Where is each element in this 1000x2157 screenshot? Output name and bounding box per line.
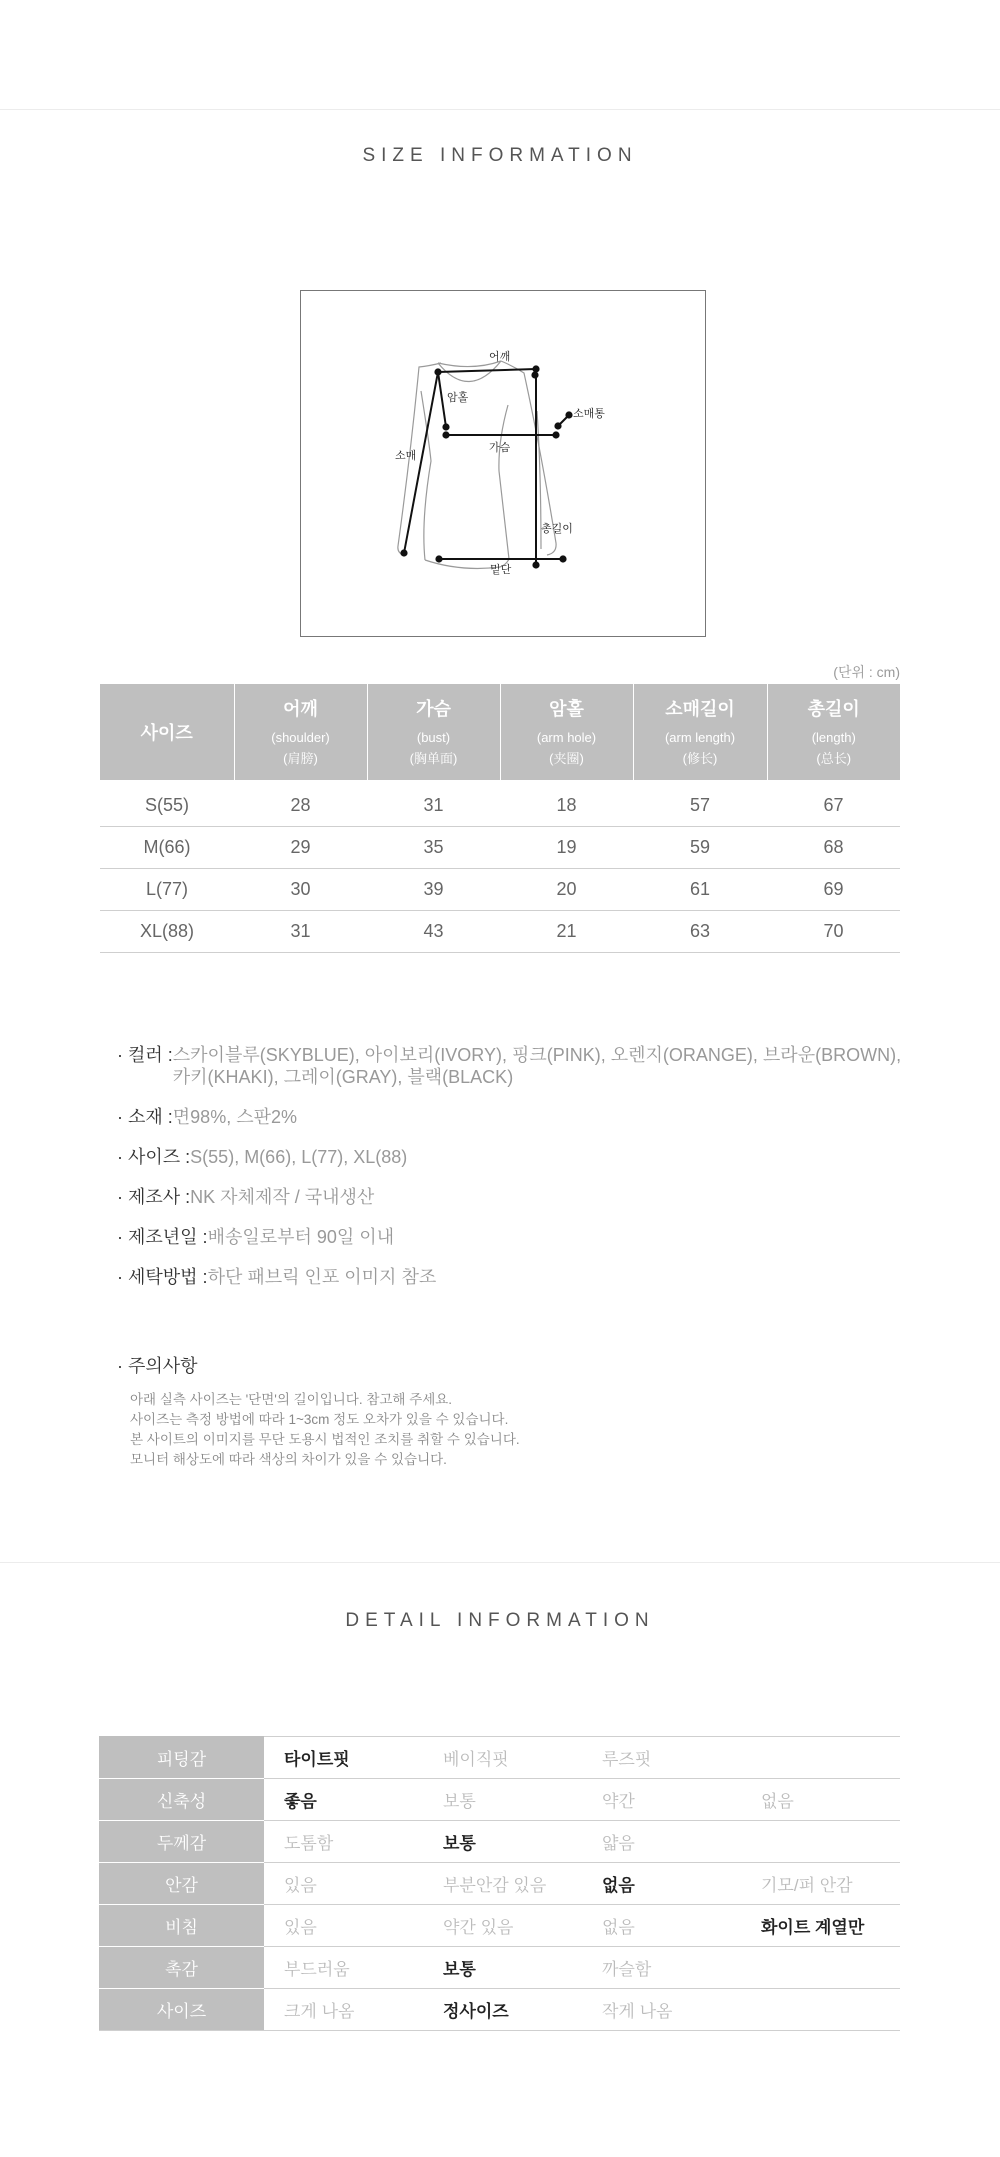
notice-title: · 주의사항: [117, 1356, 198, 1376]
table-cell: 61: [633, 868, 767, 910]
garment-measure-diagram: [301, 291, 705, 636]
label-sleeve: 소매: [395, 449, 417, 462]
top-divider: [0, 109, 1000, 110]
detail-row-fit: [99, 1737, 900, 1779]
detail-row-touch: [99, 1947, 900, 1989]
label-shoulder: 어깨: [489, 350, 511, 363]
detail-option: 없음: [741, 1779, 900, 1821]
detail-label: 비침: [99, 1905, 264, 1947]
table-row: [100, 910, 900, 952]
detail-option: 약간: [582, 1779, 741, 1821]
table-cell: 69: [767, 868, 900, 910]
info-manufacturer: · 제조사 : NK 자체제작 / 국내생산: [117, 1187, 375, 1207]
detail-option: 까슬함: [582, 1947, 741, 1989]
detail-row-lining: [99, 1863, 900, 1905]
detail-option: [741, 1989, 900, 2031]
info-size: · 사이즈 : S(55), M(66), L(77), XL(88): [117, 1147, 408, 1167]
table-cell: 29: [234, 826, 367, 868]
notice-line: 아래 실측 사이즈는 '단면'의 길이입니다. 참고해 주세요.: [130, 1392, 453, 1407]
size-table: [100, 684, 900, 953]
table-row: [100, 826, 900, 868]
detail-label: 두께감: [99, 1821, 264, 1863]
detail-label: 안감: [99, 1863, 264, 1905]
detail-row-sheerness: [99, 1905, 900, 1947]
size-header-bust: 가슴 (bust) (胸单面): [367, 684, 500, 780]
table-cell: XL(88): [100, 910, 234, 952]
table-cell: 18: [500, 780, 633, 826]
detail-option: 없음: [582, 1905, 741, 1947]
info-material: · 소재 : 면98%, 스판2%: [117, 1107, 297, 1127]
product-info: [117, 1044, 917, 1306]
table-cell: 35: [367, 826, 500, 868]
detail-option: 보통: [423, 1947, 582, 1989]
detail-option: 정사이즈: [423, 1989, 582, 2031]
table-cell: 21: [500, 910, 633, 952]
detail-option: 도톰함: [264, 1821, 423, 1863]
detail-option: 부분안감 있음: [423, 1863, 582, 1905]
detail-option: 루즈핏: [582, 1737, 741, 1779]
table-cell: 20: [500, 868, 633, 910]
info-color: · 컬러 : 스카이블루(SKYBLUE), 아이보리(IVORY), 핑크(PINK), 오렌지(ORANGE), 브라운(BROWN), 카키(KHAKI), 그레이(GRAY), 블랙(BLACK): [117, 1045, 902, 1087]
detail-option: 타이트핏: [264, 1737, 423, 1779]
table-cell: 68: [767, 826, 900, 868]
size-header-shoulder: 어깨 (shoulder) (肩膀): [234, 684, 367, 780]
table-cell: 59: [633, 826, 767, 868]
table-cell: 31: [367, 780, 500, 826]
unit-label: (단위 : cm): [833, 664, 900, 680]
table-cell: 30: [234, 868, 367, 910]
detail-row-thickness: [99, 1821, 900, 1863]
table-cell: 31: [234, 910, 367, 952]
detail-label: 사이즈: [99, 1989, 264, 2031]
size-information-title: SIZE INFORMATION: [362, 145, 638, 166]
detail-option: 부드러움: [264, 1947, 423, 1989]
detail-option: 작게 나옴: [582, 1989, 741, 2031]
table-row: [100, 780, 900, 826]
table-cell: 70: [767, 910, 900, 952]
size-header-length: 총길이 (length) (总长): [767, 684, 900, 780]
detail-information-title: DETAIL INFORMATION: [345, 1610, 655, 1631]
table-cell: 57: [633, 780, 767, 826]
detail-option: 약간 있음: [423, 1905, 582, 1947]
detail-option: 베이직핏: [423, 1737, 582, 1779]
detail-row-size: [99, 1989, 900, 2031]
table-cell: M(66): [100, 826, 234, 868]
detail-label: 피팅감: [99, 1737, 264, 1779]
detail-option: 화이트 계열만: [741, 1905, 900, 1947]
detail-option: 크게 나옴: [264, 1989, 423, 2031]
detail-row-stretch: [99, 1779, 900, 1821]
size-header-size: 사이즈: [100, 684, 234, 780]
notice: [117, 1352, 917, 1470]
detail-option: 있음: [264, 1863, 423, 1905]
detail-option: 있음: [264, 1905, 423, 1947]
label-length: 총길이: [541, 522, 573, 535]
detail-option: 보통: [423, 1779, 582, 1821]
table-cell: 43: [367, 910, 500, 952]
table-cell: L(77): [100, 868, 234, 910]
size-header-arm-length: 소매길이 (arm length) (修长): [633, 684, 767, 780]
detail-option: 없음: [582, 1863, 741, 1905]
label-hem: 밑단: [490, 563, 512, 576]
label-armhole: 암홀: [447, 391, 469, 404]
table-cell: 63: [633, 910, 767, 952]
table-cell: 19: [500, 826, 633, 868]
detail-option: [741, 1821, 900, 1863]
label-sleeve-width: 소매통: [573, 407, 605, 420]
detail-option: 보통: [423, 1821, 582, 1863]
size-diagram: [300, 290, 706, 637]
notice-line: 사이즈는 측정 방법에 따라 1~3cm 정도 오차가 있을 수 있습니다.: [130, 1412, 509, 1427]
table-cell: 67: [767, 780, 900, 826]
detail-option: 얇음: [582, 1821, 741, 1863]
table-cell: S(55): [100, 780, 234, 826]
table-cell: 39: [367, 868, 500, 910]
detail-label: 신축성: [99, 1779, 264, 1821]
detail-option: [741, 1737, 900, 1779]
section-divider: [0, 1562, 1000, 1563]
detail-option: [741, 1947, 900, 1989]
size-header-armhole: 암홀 (arm hole) (夹圈): [500, 684, 633, 780]
table-cell: 28: [234, 780, 367, 826]
label-chest: 가슴: [489, 441, 511, 454]
table-row: [100, 868, 900, 910]
notice-line: 모니터 해상도에 따라 색상의 차이가 있을 수 있습니다.: [130, 1452, 447, 1467]
info-manufacture-date: · 제조년일 : 배송일로부터 90일 이내: [117, 1227, 395, 1247]
info-washing: · 세탁방법 : 하단 패브릭 인포 이미지 참조: [117, 1267, 437, 1287]
detail-option: 기모/퍼 안감: [741, 1863, 900, 1905]
detail-label: 촉감: [99, 1947, 264, 1989]
detail-table: [99, 1736, 900, 2031]
notice-line: 본 사이트의 이미지를 무단 도용시 법적인 조치를 취할 수 있습니다.: [130, 1432, 520, 1447]
detail-option: 좋음: [264, 1779, 423, 1821]
